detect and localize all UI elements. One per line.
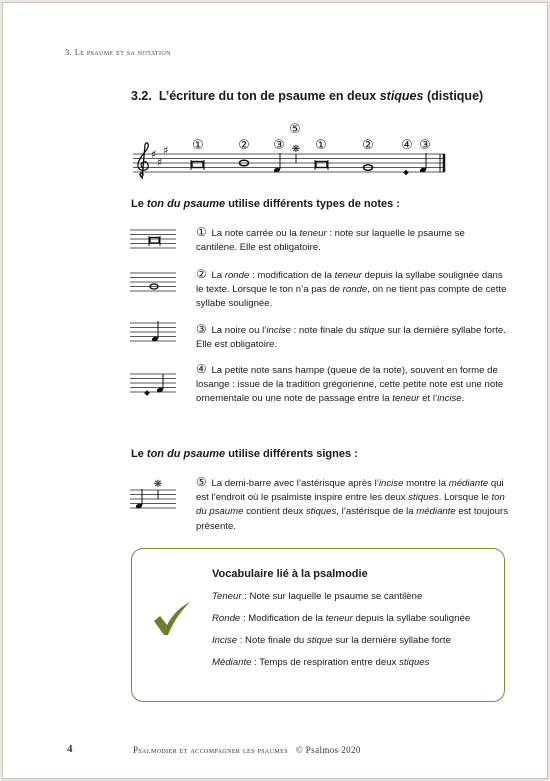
notes-heading [131,198,400,210]
tone-marker-2: ② [238,138,250,153]
running-head: 3. Le psaume et sa notation [65,47,171,57]
sign-description [196,475,508,534]
sign-text-e: contient deux [243,506,306,518]
sign-term-c: stiques [408,492,439,504]
notes-heading-after: utilise différents types de notes : [225,198,400,210]
vocab-def-ronde-b: depuis la syllabe soulignée [352,613,471,624]
vocab-line-ronde [212,613,470,624]
note-number-4: ④ [196,362,207,376]
note-description-3 [196,322,508,352]
section-title [131,89,483,103]
diamond-note-staff-icon [130,373,176,399]
note-4-text-a: La petite note sans hampe (queue de la note), souvent en forme de losange : issue de la tradition grégorienne, cette petite note est une note ornementale ou une note de passage entre la [196,365,504,405]
tone-marker-2b: ② [362,138,374,153]
tone-marker-4: ④ [401,138,413,153]
tone-marker-5: ⑤ [289,122,301,137]
note-3-text-c: sur la dernière syllabe forte. Elle est obligatoire. [196,325,506,351]
note-description-4 [196,362,508,407]
page-number: 4 [67,743,73,755]
note-2-text-b: : modification de la [249,270,335,281]
asterisk-icon: ❋ [291,144,301,155]
note-3-text-a: La noire ou l’ [211,325,267,336]
section-title-italic: stiques [379,89,424,103]
note-description-1 [196,225,508,255]
half-bar-staff-icon [130,477,176,511]
vocabulary-box [131,548,505,702]
svg-text:❋: ❋ [153,479,163,490]
section-title-before: L’écriture du ton de psaume en deux [158,89,380,103]
note-number-3: ③ [196,322,207,336]
note-2-term-c: ronde [342,284,368,296]
quarter-note-staff-icon [130,320,176,344]
sign-term-f: médiante [416,506,456,518]
section-title-after: (distique) [423,89,484,103]
vocab-line-mediante [212,657,429,668]
note-1-text-b: : note sur laquelle le psaume se cantilène. Elle est obligatoire. [196,228,465,254]
note-number-1: ① [196,225,207,239]
sign-text-f: , l’astérisque de la [336,506,417,518]
note-4-term: teneur [392,393,420,405]
tone-marker-1: ① [192,138,204,153]
note-2-term: ronde [224,270,250,281]
vocab-def-teneur: : Note sur laquelle le psaume se cantilène [241,591,423,602]
footer-book-name: Psalmodier et accompagner les psaumes [133,745,288,755]
note-4-term-b: incise [437,393,462,405]
diamond-note-icon [403,170,409,176]
sign-text-b: montre la [403,478,449,489]
section-number: 3.2. [131,89,152,103]
checkmark-icon [152,601,192,637]
sign-term-d: ton du psaume [196,492,505,518]
psalm-tone-staff [131,119,449,183]
signs-heading-italic: ton du psaume [146,448,226,460]
sharp-icon: ♯ [163,144,169,157]
vocab-term-mediante: Médiante [212,657,252,668]
sign-text-d: . Lorsque le [438,492,492,504]
note-1-text-a: La note carrée ou la [211,228,300,239]
note-2-term-b: teneur [334,270,362,281]
note-3-term: incise [266,325,291,336]
vocab-def-ronde-term: teneur [325,613,353,624]
vocab-def-ronde-a: : Modification de la [240,613,326,624]
sign-text-a: La demi-barre avec l’astérisque après l’ [211,478,379,489]
vocab-def-incise-term: stique [306,635,333,646]
vocab-def-mediante-term: stiques [399,657,430,668]
vocab-term-incise: Incise [212,635,238,646]
breve-staff-icon [130,229,176,251]
note-1-term: teneur [299,228,327,239]
sign-text-c: qui est l’endroit où le psalmiste inspire entre les deux [196,478,504,504]
note-2-text-d: , on ne tient pas compte de cette syllabe soulignée. [196,284,507,310]
sharp-icon: ♯ [151,148,157,161]
notes-heading-before: Le [131,198,147,210]
vocab-term-ronde: Ronde [212,613,241,624]
footer-book-title [133,745,361,755]
sign-text-g: est toujours présente. [196,506,509,532]
sign-term-a: incise [378,478,404,489]
vocab-def-incise-b: sur la dernière syllabe forte [332,635,451,646]
tone-marker-3: ③ [273,138,285,153]
treble-clef-icon [138,143,148,179]
breve-note-icon [191,160,204,170]
note-2-text-c: depuis la syllabe soulignée dans le texte. Lorsque le ton n’a pas de [196,270,503,296]
notes-heading-italic: ton du psaume [146,198,226,210]
sharp-icon: ♯ [157,156,163,169]
vocab-term-teneur: Teneur [212,591,242,602]
vocabulary-title: Vocabulaire lié à la psalmodie [212,568,368,580]
breve-note-icon [315,160,328,170]
sign-term-b: médiante [448,478,489,489]
vocab-def-mediante-a: : Temps de respiration entre deux [251,657,400,668]
tone-marker-3b: ③ [419,138,431,153]
vocab-line-incise [212,635,451,646]
signs-heading [131,448,358,460]
whole-note-staff-icon [130,272,176,294]
vocab-def-incise-a: : Note finale du [237,635,307,646]
page [2,2,548,779]
note-3-text-b: : note finale du [290,325,360,336]
tone-marker-1b: ① [315,138,327,153]
note-number-2: ② [196,267,207,281]
note-4-text-b: et l’ [419,393,438,405]
note-3-term-b: stique [359,325,385,336]
note-description-2 [196,267,508,312]
signs-heading-after: utilise différents signes : [225,448,358,460]
footer-copyright: © Psalmos 2020 [295,745,361,755]
signs-heading-before: Le [131,448,147,460]
vocab-line-teneur [212,591,422,602]
note-2-text-a: La [211,270,225,281]
sign-term-e: stiques [305,506,337,518]
sign-number: ⑤ [196,475,207,489]
note-4-text-c: . [461,393,465,405]
